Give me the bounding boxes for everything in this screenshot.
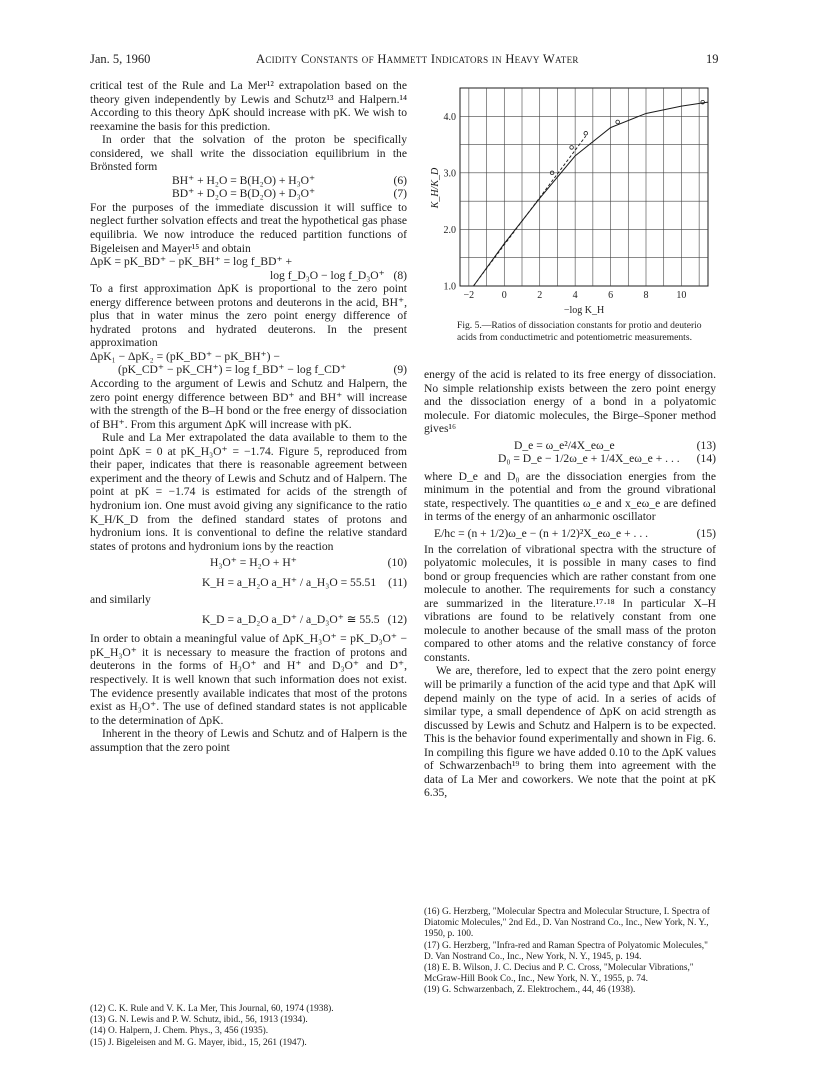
x-axis-label: −log K_H <box>563 305 605 316</box>
equation-6-text: BH⁺ + H₂O = B(H₂O) + H₃O⁺ <box>172 173 316 187</box>
data-point <box>616 120 620 124</box>
footnote-17: (17) G. Herzberg, "Infra-red and Raman Spectra of Polyatomic Molecules," D. Van Nostrand Co., Inc., New York, N. Y., 1945, p. 194. <box>424 940 708 962</box>
y-axis-label: K_H/K_D <box>430 167 441 209</box>
left-paragraph-4: To a first approximation ΔpK is proportional to the zero point energy difference between protons and deuterons in the acid, BH⁺, plus that in water minus the zero point energy difference of hydrated protons and hydrated deuterons. In the present approximation <box>90 282 407 350</box>
right-paragraph-4: We are, therefore, led to expect that the zero point energy will be primarily a function of the acid type and that ΔpK will depend mainly on the type of acid. In a series of acids of similar type, a small dependence of ΔpK on acid strength as discussed by Lewis and Schutz and Halpern is to be expected. This is the behavior found experimentally and shown in Fig. 6. In compiling this figure we have added 0.10 to the ΔpK values of Schwarzenbach¹⁹ to bring them into agreement with the data of La Mer and coworkers. We note that the point at pK 6.35, <box>424 664 716 800</box>
equation-7-number: (7) <box>393 187 407 201</box>
equation-9-line-2: (pK_CD⁺ − pK_CH⁺) = log f_BD⁺ − log f_CD⁺ <box>118 363 347 377</box>
equation-11-number: (11) <box>388 575 407 589</box>
left-paragraph-1: critical test of the Rule and La Mer¹² extrapolation based on the theory given independently by Lewis and Schutz¹³ and Halpern.¹⁴ According to this theory ΔpK should increase with pK. We wish to reexamine the basis for this prediction. <box>90 79 407 133</box>
chart-grid <box>460 88 708 286</box>
footnote-14: (14) O. Halpern, J. Chem. Phys., 3, 456 (1935). <box>90 1026 269 1037</box>
equation-13-text: D_e = ω_e²/4X_eω_e <box>514 438 615 452</box>
equation-14-text: D₀ = D_e − 1/2ω_e + 1/4X_eω_e + . . . <box>498 452 680 466</box>
equation-10-number: (10) <box>387 556 407 570</box>
equation-6 <box>90 174 407 188</box>
x-tick-label: 8 <box>643 290 649 301</box>
right-paragraph-2: where D_e and D₀ are the dissociation energies from the minimum in the potential and from the ground vibrational state, respectively. The quantities ω_e and x_eω_e are defined in terms of the energy of an anharmonic oscillator <box>424 469 716 524</box>
data-point <box>584 131 588 135</box>
equation-10-text: H₃O⁺ = H₂O + H⁺ <box>210 556 297 570</box>
equation-10 <box>90 556 407 570</box>
x-tick-label: 0 <box>501 290 507 301</box>
equation-11-text: K_H = a_H₂O a_H⁺ / a_H₃O = 55.51 <box>202 575 377 589</box>
x-tick-label: 4 <box>572 290 578 301</box>
y-tick-label: 4.0 <box>443 111 456 123</box>
equation-6-number: (6) <box>393 173 407 187</box>
left-paragraph-5: According to the argument of Lewis and Schutz and Halpern, the zero point energy difference between BD⁺ and BH⁺ will increase with the strength of the B–H bond or the free energy of dissociation of BH⁺. From this argument ΔpK will increase with pK. <box>90 377 407 431</box>
footnote-19: (19) G. Schwarzenbach, Z. Elektrochem., 44, 46 (1938). <box>424 985 636 996</box>
left-paragraph-7: and similarly <box>90 593 151 607</box>
equation-8-line-1: ΔpK = pK_BD⁺ − pK_BH⁺ = log f_BD⁺ + <box>90 255 293 269</box>
chart-ticks <box>444 112 687 301</box>
y-tick-label: 3.0 <box>443 168 456 180</box>
footnote-16: (16) G. Herzberg, "Molecular Spectra and Molecular Structure, I. Spectra of Diatomic Molecules," 2nd Ed., D. Van Nostrand Co., Inc., New York, N. Y., 1950, p. 100. <box>424 907 710 940</box>
equation-7-text: BD⁺ + D₂O = B(D₂O) + D₃O⁺ <box>172 187 316 201</box>
equation-12-number: (12) <box>387 612 407 626</box>
equation-15 <box>424 527 716 541</box>
equation-12 <box>90 613 407 627</box>
footnote-18: (18) E. B. Wilson, J. C. Decius and P. C. Cross, "Molecular Vibrations," McGraw-Hill Book Co., Inc., New York, N. Y., 1955, p. 74. <box>424 963 694 985</box>
left-paragraph-9: Inherent in the theory of Lewis and Schutz and of Halpern is the assumption that the zero point <box>90 727 407 754</box>
left-paragraph-8: In order to obtain a meaningful value of ΔpK_H₃O⁺ = pK_D₃O⁺ − pK_H₃O⁺ it is necessary to measure the fraction of protons and deuterons in the forms of H₃O⁺ and H⁺ and D₃O⁺ and D⁺, respectively. It is well known that such information does not exist. The evidence presently available indicates that most of the protons exist as H₃O⁺. The use of defined standard states is not applicable to the determination of ΔpK. <box>90 632 407 727</box>
figure-5-chart <box>418 80 718 318</box>
chart-frame <box>460 88 708 286</box>
equation-11 <box>90 576 407 590</box>
header-date: Jan. 5, 1960 <box>90 52 151 66</box>
figure-5-caption: Fig. 5.—Ratios of dissociation constants for protio and deuterio acids from conductimetric and potentiometric measurements. <box>457 320 702 344</box>
footnote-12: (12) C. K. Rule and V. K. La Mer, This Journal, 60, 1974 (1938). <box>90 1004 334 1014</box>
right-paragraph-1: energy of the acid is related to its free energy of dissociation. No simple relationship exists between the zero point energy and the dissociation energy of a bond in a polyatomic molecule. For diatomic molecules, the Birge–Sponer method gives¹⁶ <box>424 368 716 436</box>
chart-lines <box>473 102 708 286</box>
x-tick-label: 10 <box>676 290 687 301</box>
x-tick-label: 6 <box>608 290 614 301</box>
y-tick-label: 2.0 <box>443 224 456 236</box>
equation-13-number: (13) <box>696 438 716 452</box>
footnote-13: (13) G. N. Lewis and P. W. Schutz, ibid., 56, 1913 (1934). <box>90 1015 308 1026</box>
equation-8-line-2: log f_D₃O − log f_D₃O⁺ <box>270 268 385 282</box>
header-title: Acidity Constants of Hammett Indicators in Heavy Water <box>256 52 579 66</box>
equation-7 <box>90 187 407 201</box>
left-column <box>90 79 407 754</box>
equation-13 <box>424 439 716 453</box>
equation-14 <box>424 452 716 466</box>
footnote-15: (15) J. Bigeleisen and M. G. Mayer, ibid., 15, 261 (1947). <box>90 1037 307 1048</box>
equation-15-number: (15) <box>696 527 716 541</box>
y-tick-label: 1.0 <box>443 281 456 293</box>
right-column <box>424 368 716 800</box>
left-paragraph-6: Rule and La Mer extrapolated the data available to them to the point ΔpK = 0 at pK_H₃O⁺ = −1.74. Figure 5, reproduced from their paper, indicates that there is reasonable agreement between experiment and the theory of Lewis and Schutz and of Halpern. The point at pK = −1.74 is estimated for acids of the strength of hydronium ion. One must avoid giving any significance to the ratio K_H/K_D from the defined standard states of protons and hydronium ions. It is conventional to define the relative standard states of protons and hydronium ions by the reaction <box>90 431 407 553</box>
x-tick-label: −2 <box>463 290 475 301</box>
header-page-number: 19 <box>706 52 719 66</box>
equation-15-text: E/hc = (n + 1/2)ω_e − (n + 1/2)²X_eω_e + . . . <box>434 527 649 541</box>
left-paragraph-2: In order that the solvation of the proton be specifically considered, we shall write the dissociation equilibrium in the Brönsted form <box>90 133 407 174</box>
equation-8-number: (8) <box>393 268 407 282</box>
theory-curve <box>473 102 708 286</box>
equation-8 <box>90 255 407 282</box>
right-footnotes <box>424 907 716 997</box>
left-footnotes <box>90 1004 407 1049</box>
x-tick-label: 2 <box>537 290 543 301</box>
equation-14-number: (14) <box>696 452 716 466</box>
equation-9 <box>90 350 407 377</box>
equation-12-text: K_D = a_D₂O a_D⁺ / a_D₃O⁺ ≅ 55.5 <box>202 612 380 626</box>
equation-9-line-1: ΔpK₁ − ΔpK₂ = (pK_BD⁺ − pK_BH⁺) − <box>90 349 280 363</box>
left-paragraph-3: For the purposes of the immediate discussion it will suffice to neglect further solvation effects and treat the hypothetical gas phase equilibria. We now introduce the reduced partition functions of Bigeleisen and Mayer¹⁵ and obtain <box>90 200 407 255</box>
equation-9-number: (9) <box>393 363 407 377</box>
right-paragraph-3: In the correlation of vibrational spectra with the structure of polyatomic molecules, it is possible in many cases to find bond or group frequencies which are rather constant from one molecule to another. The requirements for such a constancy are summarized in the literature.¹⁷·¹⁸ In particular X–H vibrations are found to be relatively constant from one molecule to another because of the small mass of the proton compared to other atoms and the relative constancy of force constants. <box>424 542 716 664</box>
data-point <box>570 146 574 150</box>
